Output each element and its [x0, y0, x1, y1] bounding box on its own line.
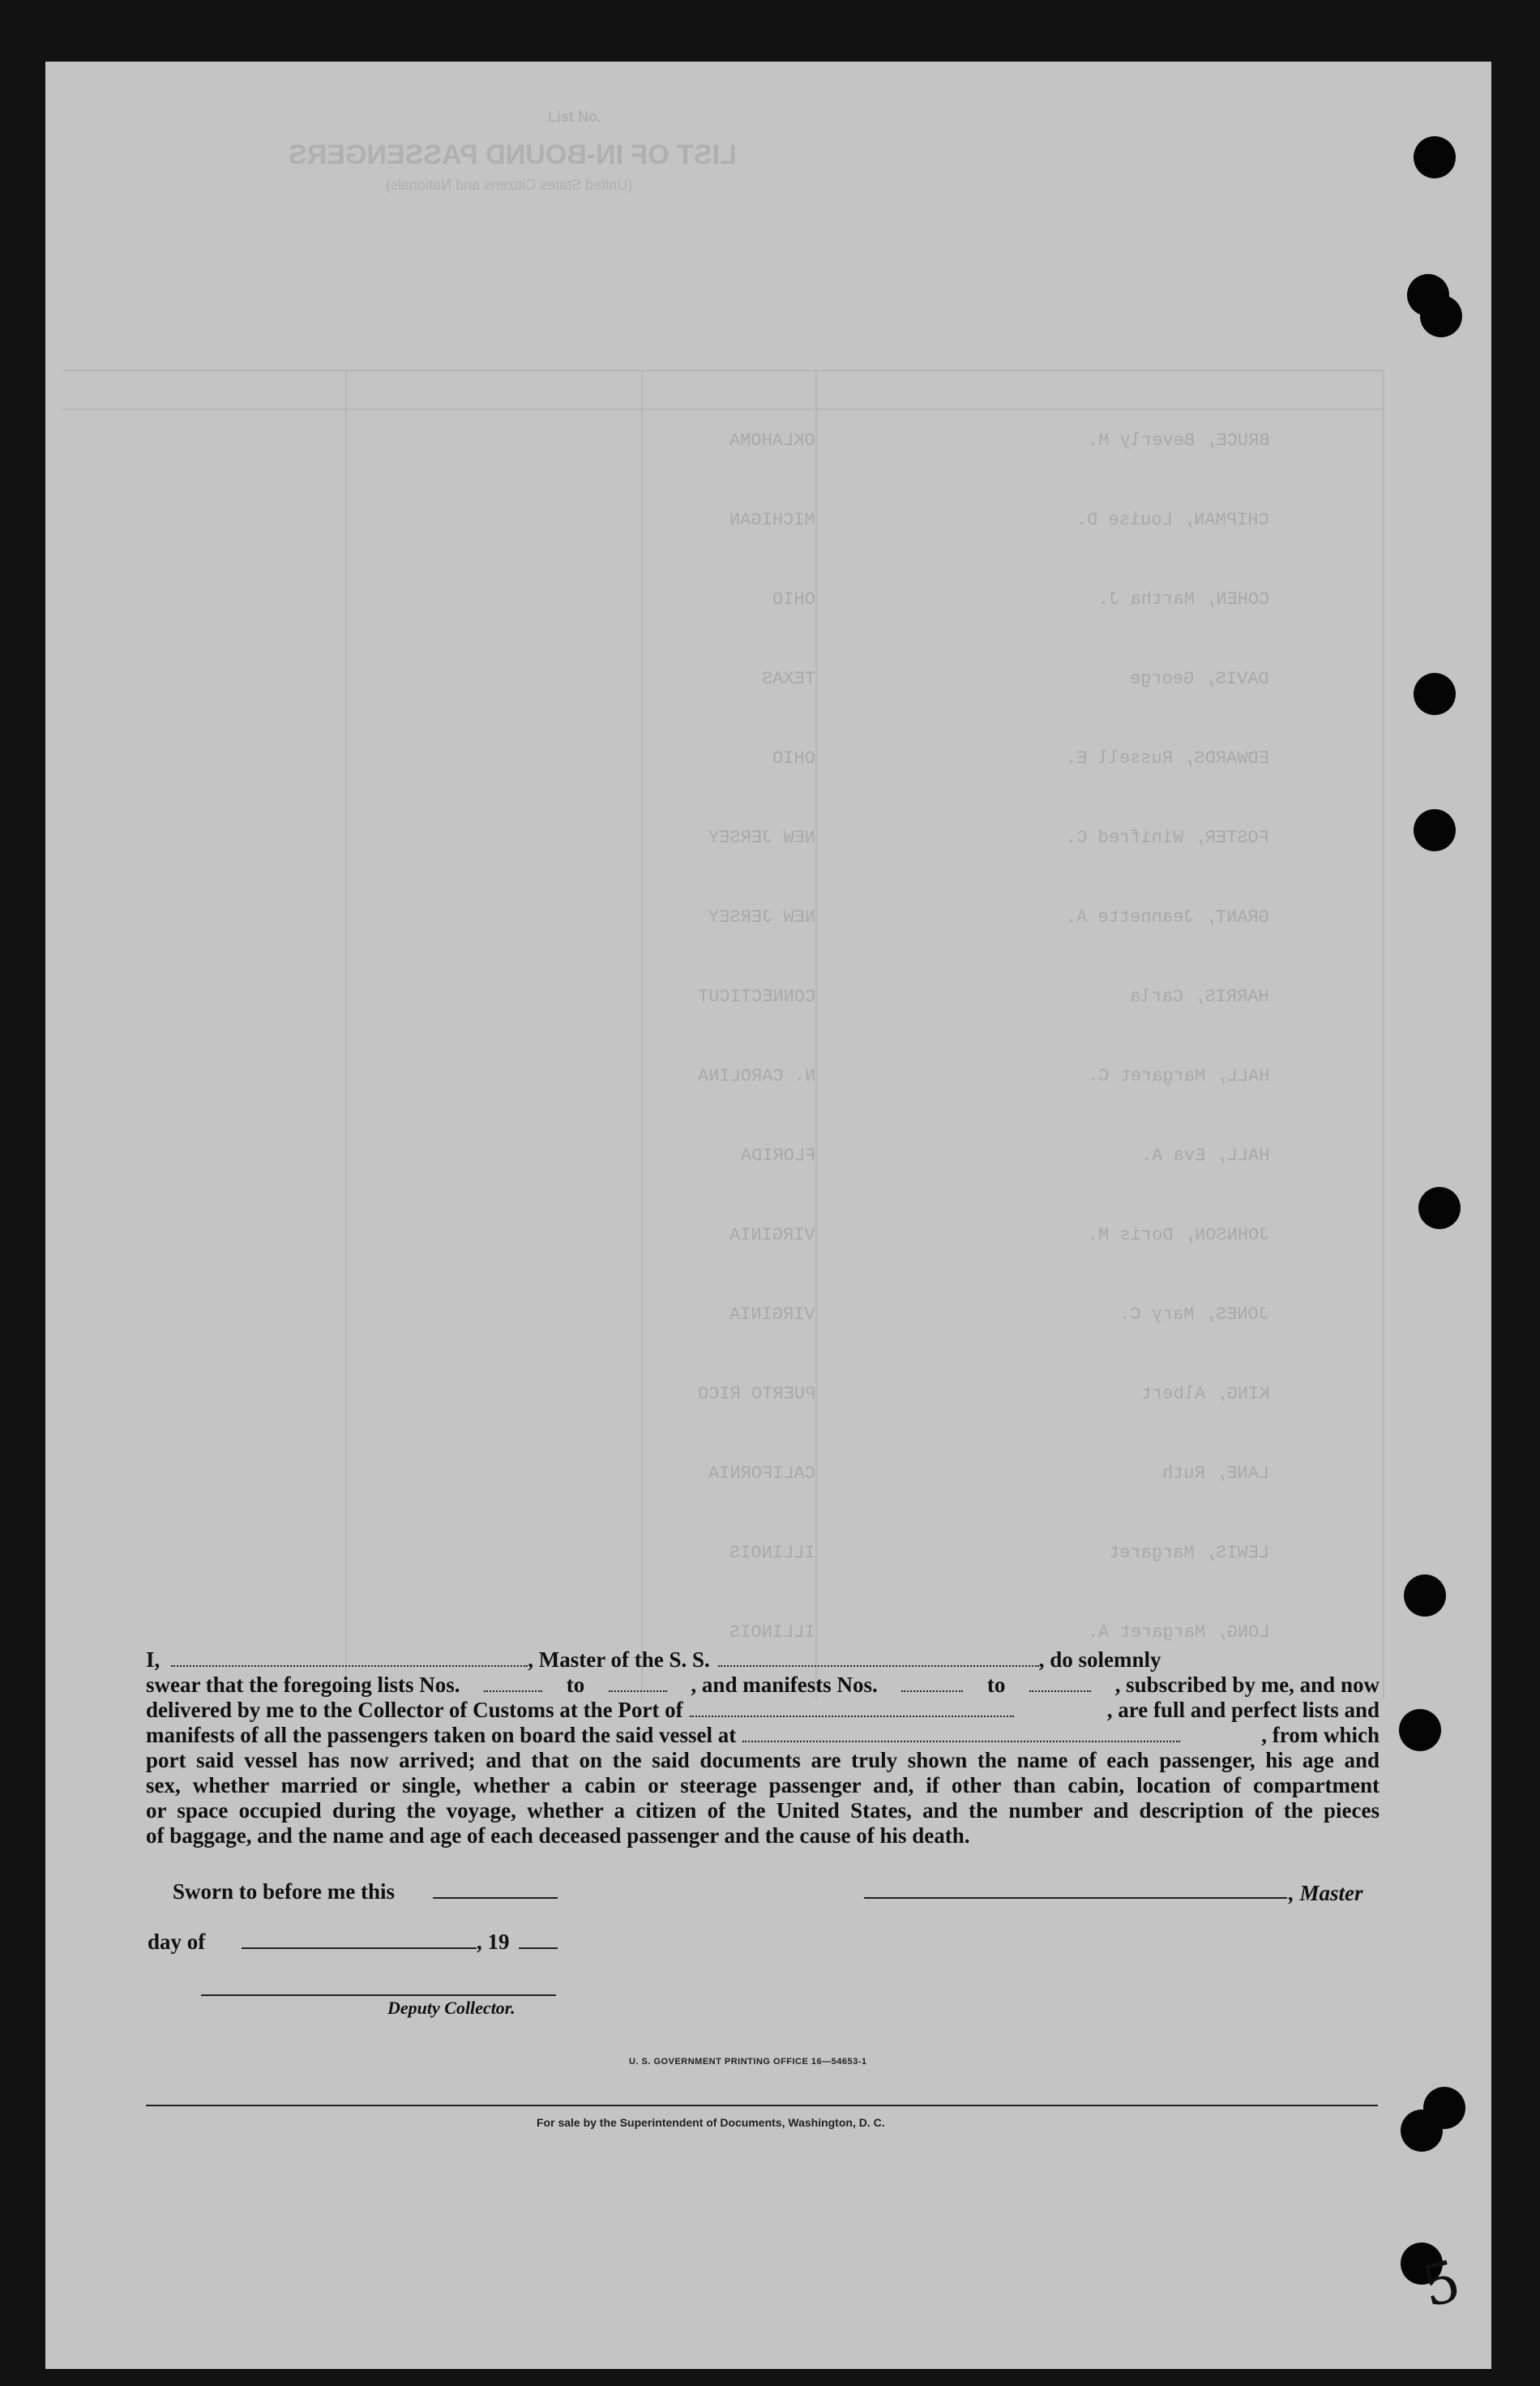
faint-state: NEW JERSEY: [708, 907, 815, 927]
deputy-collector-label: Deputy Collector.: [387, 1998, 515, 2018]
binder-hole: [1418, 1187, 1461, 1229]
faint-state: VIRGINIA: [729, 1225, 815, 1245]
faint-name: LANE, Ruth: [1161, 1463, 1269, 1484]
faint-state: ILLINOIS: [729, 1622, 815, 1643]
handwritten-page-number: 5: [1415, 2247, 1467, 2321]
deputy-signature-line: [201, 1994, 556, 1996]
oath-line-5: port said vessel has now arrived; and that on the said documents are truly shown the name of each passenger, his age and: [146, 1748, 1380, 1772]
faint-name: GRANT, Jeannette A.: [1066, 907, 1269, 927]
oath-text: swear that the foregoing lists Nos.: [146, 1673, 460, 1697]
faint-name: BRUCE, Beverly M.: [1087, 431, 1269, 451]
binder-hole: [1399, 1709, 1441, 1751]
faint-state: OHIO: [772, 748, 815, 769]
master-label: , Master: [1289, 1881, 1363, 1905]
footer-rule: [146, 2105, 1378, 2106]
faint-state: FLORIDA: [740, 1146, 815, 1166]
oath-text: , and manifests Nos.: [691, 1673, 878, 1697]
faint-name: LEWIS, Margaret: [1108, 1543, 1269, 1563]
day-of-label: day of: [148, 1930, 206, 1954]
oath-line-1: [146, 1647, 1380, 1673]
year-label: , 19: [477, 1930, 510, 1954]
oath-line-2: [146, 1673, 1380, 1698]
list-to-blank: [609, 1674, 667, 1692]
faint-state: ILLINOIS: [729, 1543, 815, 1563]
faint-header-rule-2: [62, 409, 1383, 410]
faint-name: HALL, Margaret C.: [1087, 1066, 1269, 1086]
oath-text: delivered by me to the Collector of Customs at the Port of: [146, 1698, 683, 1722]
oath-text: , Master of the S. S.: [528, 1647, 710, 1672]
oath-text: , from which: [1261, 1723, 1380, 1747]
document-page: [45, 62, 1491, 2369]
sworn-label: Sworn to before me this: [173, 1879, 395, 1904]
faint-header-rule: [62, 370, 1383, 371]
faint-state: N. CAROLINA: [697, 1066, 815, 1086]
oath-line-4: [146, 1723, 1380, 1748]
oath-text: I,: [146, 1647, 160, 1672]
faint-name: LONG, Margaret A.: [1087, 1622, 1269, 1643]
oath-text: to: [986, 1673, 1006, 1697]
faint-name: COHEN, Martha J.: [1097, 589, 1269, 610]
faint-name: JOHNSON, Doris M.: [1087, 1225, 1269, 1245]
sworn-date-blank: [433, 1881, 558, 1899]
faint-list-no: List No.: [548, 109, 601, 125]
faint-state: MICHIGAN: [729, 510, 815, 530]
faint-name: CHIPMAN, Louise D.: [1076, 510, 1269, 530]
vessel-name-blank: [718, 1649, 1039, 1667]
master-signature-blank: [864, 1881, 1287, 1899]
faint-column-rule: [345, 370, 347, 1699]
manifest-to-blank: [1029, 1674, 1091, 1692]
faint-state: CALIFORNIA: [708, 1463, 815, 1484]
departure-port-blank: [742, 1724, 1180, 1742]
faint-state: PUERTO RICO: [697, 1384, 815, 1404]
master-name-blank: [171, 1649, 528, 1667]
masters-oath: [146, 1647, 1380, 1848]
faint-column-rule: [815, 370, 817, 1699]
faint-subtitle: (United States Citizens and Nationals): [386, 177, 633, 193]
manifest-from-blank: [901, 1674, 963, 1692]
faint-column-rule: [1383, 370, 1384, 1699]
faint-name: KING, Albert: [1140, 1384, 1269, 1404]
faint-name: HARRIS, Carla: [1130, 987, 1269, 1007]
oath-text: , do solemnly: [1038, 1647, 1161, 1672]
oath-line-3: [146, 1698, 1380, 1723]
faint-name: HALL, Eva A.: [1140, 1146, 1269, 1166]
oath-line-7: or space occupied during the voyage, whether a citizen of the United States, and the number and description of the pieces: [146, 1798, 1380, 1823]
faint-state: VIRGINIA: [729, 1304, 815, 1325]
binder-hole: [1414, 809, 1456, 851]
binder-hole: [1404, 1574, 1446, 1617]
faint-column-rule: [641, 370, 643, 1699]
faint-name: DAVIS, George: [1130, 669, 1269, 689]
faint-name: JONES, Mary C.: [1119, 1304, 1269, 1325]
faint-name: EDWARDS, Russell E.: [1066, 748, 1269, 769]
oath-text: , are full and perfect lists and: [1106, 1698, 1380, 1722]
binder-hole: [1401, 2110, 1443, 2152]
faint-title: LIST OF IN-BOUND PASSENGERS: [289, 139, 737, 170]
oath-line-6: sex, whether married or single, whether a cabin or steerage passenger and, if other than cabin, location of compartment: [146, 1773, 1380, 1797]
faint-state: TEXAS: [761, 669, 815, 689]
binder-hole: [1414, 136, 1456, 178]
faint-name: FOSTER, Winifred C.: [1066, 828, 1269, 848]
oath-line-8: of baggage, and the name and age of each deceased passenger and the cause of his death.: [146, 1823, 970, 1848]
sale-notice: For sale by the Superintendent of Documents, Washington, D. C.: [537, 2116, 885, 2129]
oath-text: , subscribed by me, and now: [1114, 1673, 1380, 1697]
oath-text: manifests of all the passengers taken on board the said vessel at: [146, 1723, 737, 1747]
binder-hole: [1420, 295, 1462, 337]
gpo-imprint: U. S. GOVERNMENT PRINTING OFFICE 16—54653-1: [629, 2057, 867, 2067]
faint-state: OHIO: [772, 589, 815, 610]
faint-state: NEW JERSEY: [708, 828, 815, 848]
day-blank: [242, 1931, 477, 1949]
port-blank: [690, 1699, 1014, 1717]
list-from-blank: [484, 1674, 542, 1692]
year-blank: [519, 1931, 558, 1949]
faint-state: CONNECTICUT: [697, 987, 815, 1007]
oath-text: to: [566, 1673, 585, 1697]
binder-hole: [1414, 673, 1456, 715]
faint-state: OKLAHOMA: [729, 431, 815, 451]
